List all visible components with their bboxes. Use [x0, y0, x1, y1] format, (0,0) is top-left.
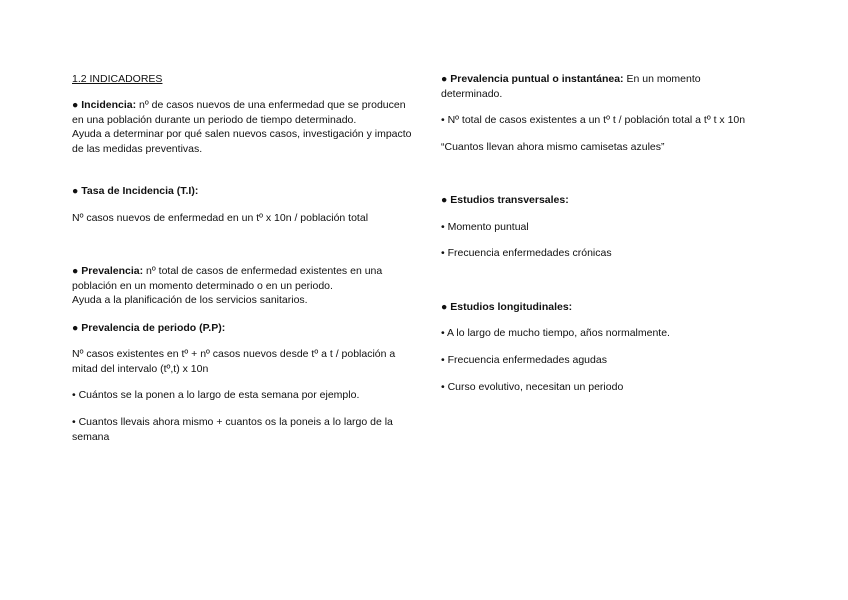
pp-example-2: • Cuantos llevais ahora mismo + cuantos os la poneis a lo largo de la semana	[72, 416, 393, 443]
list-item: • Curso evolutivo, necesitan un periodo	[441, 381, 624, 393]
pp-formula: Nº casos existentes en tº + nº casos nuevos desde tº a t / población a mitad del intervalo (tº,t) x 10n	[72, 348, 396, 375]
section-heading: 1.2 INDICADORES	[72, 73, 163, 85]
tasa-formula: Nº casos nuevos de enfermedad en un tº x 10n / población total	[72, 212, 369, 224]
tasa-heading-text: ● Tasa de Incidencia (T.I):	[72, 185, 199, 197]
transversales-heading	[441, 193, 569, 208]
list-item: • A lo largo de mucho tiempo, años normalmente.	[441, 327, 670, 339]
prevalencia-note: Ayuda a la planificación de los servicios sanitarios.	[72, 294, 308, 306]
list-item: • Frecuencia enfermedades crónicas	[441, 247, 612, 259]
pp-heading	[72, 321, 225, 336]
puntual-term: ● Prevalencia puntual o instantánea:	[441, 73, 624, 85]
longitudinales-heading	[441, 300, 572, 315]
puntual-quote: “Cuantos llevan ahora mismo camisetas azules”	[441, 141, 665, 153]
incidencia-note: Ayuda a determinar por qué salen nuevos casos, investigación y impacto de las medidas preventivas.	[72, 128, 412, 155]
incidencia-text: nº de casos nuevos de una enfermedad que se producen en una población durante un periodo de tiempo determinado.	[72, 99, 406, 126]
transversales-heading-text: ● Estudios transversales:	[441, 194, 569, 206]
incidencia-block	[72, 98, 412, 156]
puntual-definition	[441, 72, 741, 101]
puntual-formula: • Nº total de casos existentes a un tº t / población total a tº t x 10n	[441, 114, 746, 126]
puntual-text: En un momento determinado.	[441, 73, 701, 100]
pp-heading-text: ● Prevalencia de periodo (P.P):	[72, 322, 226, 334]
incidencia-definition	[72, 98, 412, 127]
pp-example-1: • Cuántos se la ponen a lo largo de esta semana por ejemplo.	[72, 389, 360, 401]
prevalencia-block	[72, 264, 412, 308]
list-item: • Frecuencia enfermedades agudas	[441, 354, 607, 366]
list-item: • Momento puntual	[441, 221, 529, 233]
tasa-heading	[72, 184, 198, 199]
prevalencia-text: nº total de casos de enfermedad existentes en una población en un momento determinado o en un periodo.	[72, 265, 383, 292]
prevalencia-definition	[72, 264, 412, 293]
incidencia-term: ● Incidencia:	[72, 99, 137, 111]
longitudinales-heading-text: ● Estudios longitudinales:	[441, 301, 573, 313]
prevalencia-term: ● Prevalencia:	[72, 265, 144, 277]
